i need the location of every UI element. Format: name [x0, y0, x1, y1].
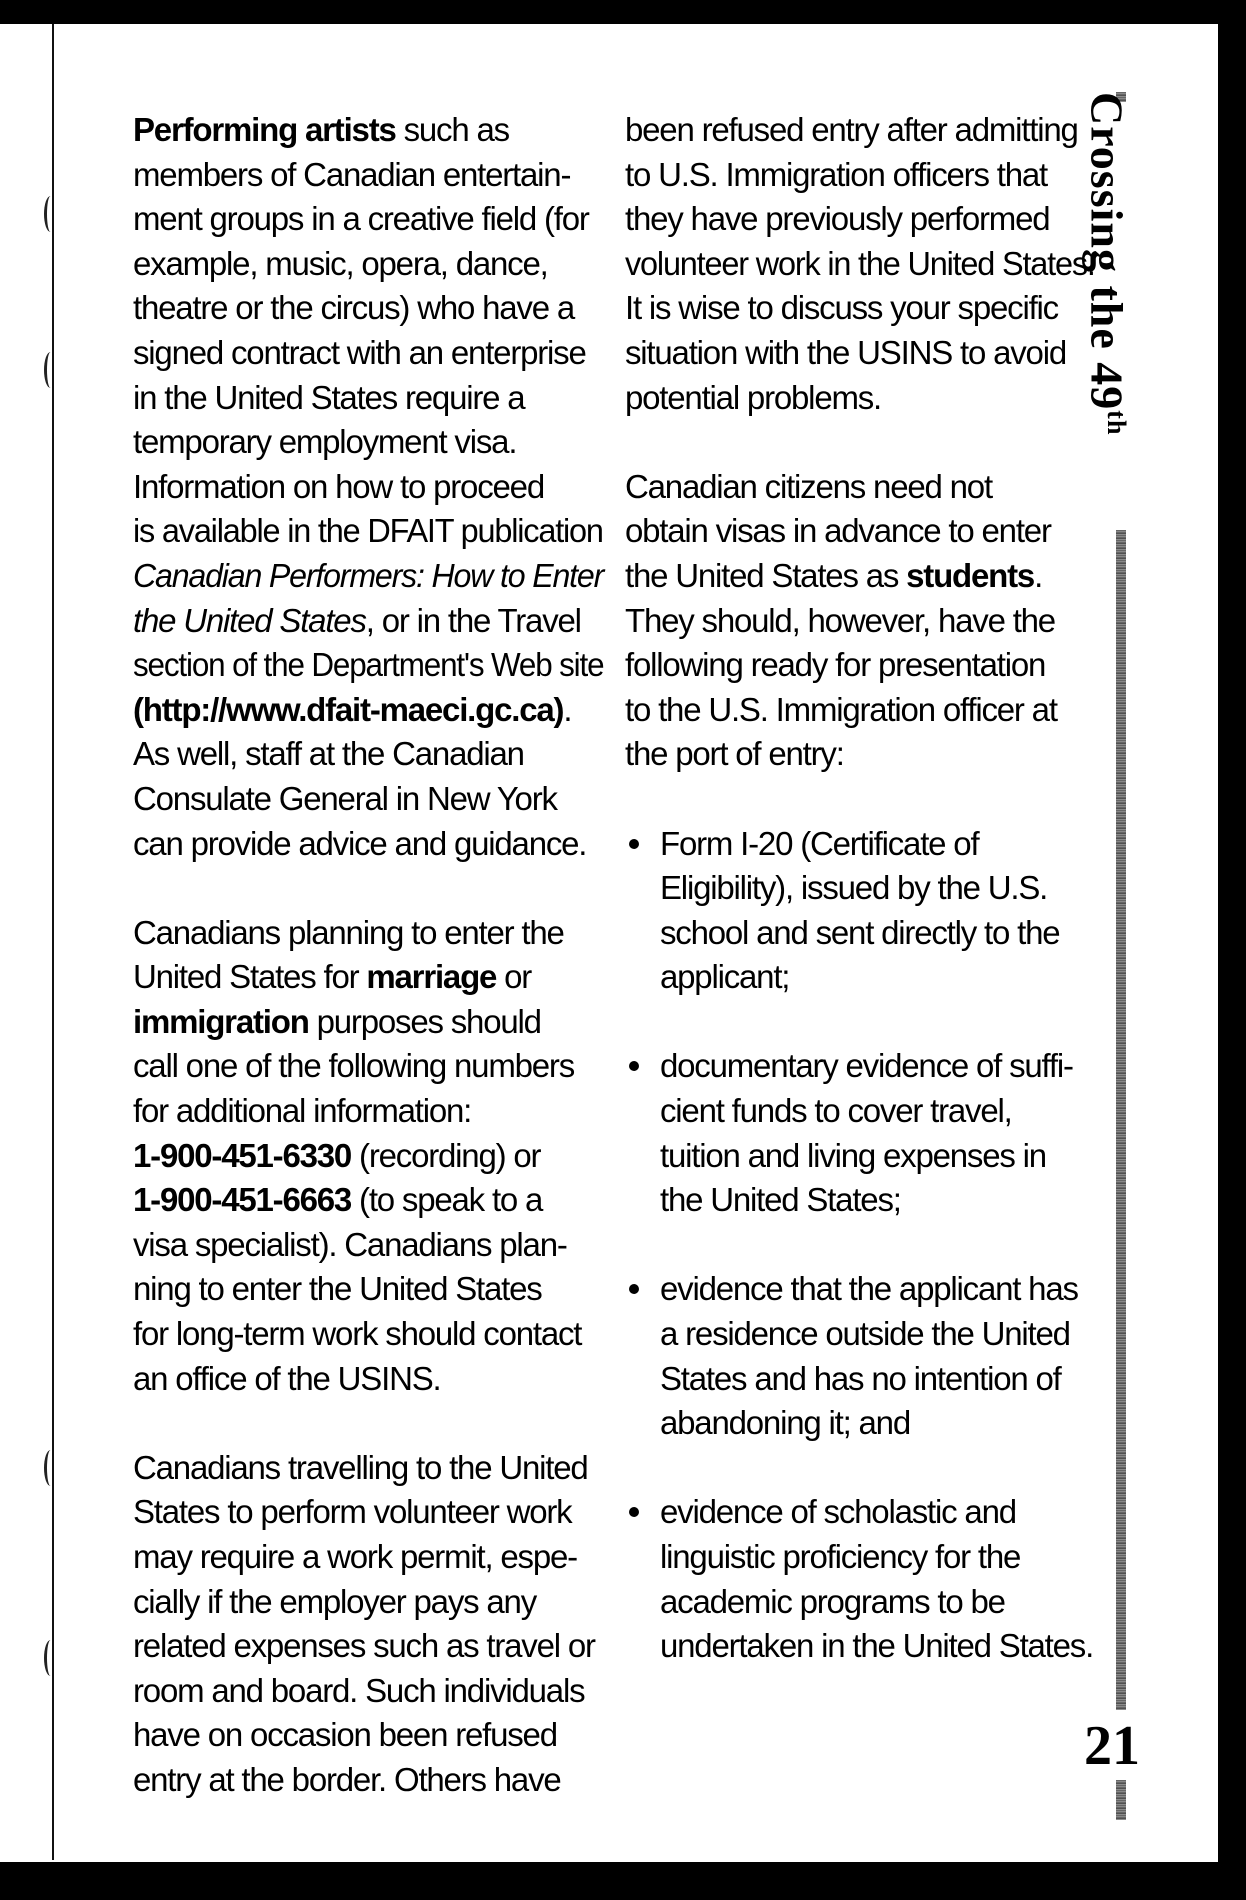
binding-hole-mark — [44, 1640, 57, 1676]
page-number: 21 — [1084, 1715, 1140, 1777]
phone-specialist: 1-900-451-6663 — [133, 1181, 352, 1219]
term-students: students — [906, 556, 1035, 594]
binding-hole-mark — [44, 1450, 57, 1486]
bullet-icon — [629, 1061, 639, 1071]
paragraph-volunteer-work-cont: been refused entry after admitting to U.S. Immigration officers that they have previously performed volunteer work in the United States. It is wise to discuss your specific situation with the USINS to avoid potential problems. — [625, 111, 1095, 416]
publication-title: Canadian Performers: How to Enter — [133, 556, 604, 594]
paragraph-students: Canadian citizens need not obtain visas in advance to enter the United States as students. They should, however, have the following ready for presentation to the U.S. Immigration officer at the port of entry: — [625, 467, 1057, 773]
bullet-icon — [629, 1507, 639, 1517]
side-rule-bottom — [1116, 1780, 1126, 1820]
publication-title-cont: the United States — [133, 601, 366, 639]
phone-recording: 1-900-451-6330 — [133, 1136, 352, 1174]
student-requirements-list — [625, 822, 1095, 1669]
scan-border-bottom — [0, 1862, 1246, 1900]
binding-edge-line — [52, 24, 54, 1860]
term-performing-artists: Performing artists — [133, 111, 396, 148]
right-column — [625, 108, 1095, 1713]
term-immigration: immigration — [133, 1002, 309, 1040]
scan-border-right — [1218, 0, 1246, 1900]
website-url: (http://www.dfait-maeci.gc.ca) — [133, 690, 564, 728]
list-item: evidence that the applicant has a residence outside the United States and has no intention of abandoning it; and — [625, 1267, 1095, 1445]
scan-border-top — [0, 0, 1246, 24]
paragraph-volunteer-work: Canadians travelling to the United States to perform volunteer work may require a work permit, espe- cially if the employer pays any related expenses such as travel or room and board. Such individuals have on occasion been refused entry at the border. Others have — [133, 1448, 595, 1798]
side-title-block — [1081, 92, 1146, 532]
bullet-icon — [629, 1284, 639, 1294]
binding-hole-mark — [44, 352, 57, 388]
list-item: Form I-20 (Certificate of Eligibility), issued by the U.S. school and sent directly to the applicant; — [625, 822, 1095, 1000]
list-item: documentary evidence of suffi- cient funds to cover travel, tuition and living expenses in the United States; — [625, 1044, 1095, 1222]
term-marriage: marriage — [366, 958, 497, 996]
paragraph-marriage-immigration: Canadians planning to enter the United States for marriage or immigration purposes should call one of the following numbers for additional information: 1-900-451-6330 (recording) or 1-900-451-6663 (to speak to a visa specialist). Canadians plan- ning to enter the United States for long-term work should contact an office of the USINS. — [133, 913, 582, 1397]
paragraph-performing-artists: Performing artists such as members of Canadian entertain- ment groups in a creative field (for example, music, opera, dance, theatre or the circus) who have a signed contract with an enterprise in the United States require a temporary employment visa. Information on how to proceed is available in the DFAIT publication Canadian Performers: How to Enter the United States, or in the Travel section of the Department's Web site (http://www.dfait-maeci.gc.ca). As well, staff at the Canadian Consulate General in New York can provide advice and guidance. — [133, 111, 604, 862]
list-item: evidence of scholastic and linguistic proficiency for the academic programs to be undertaken in the United States. — [625, 1490, 1095, 1668]
left-column — [133, 108, 603, 1847]
section-title: Crossing the 49th — [1081, 92, 1133, 436]
binding-hole-mark — [44, 196, 57, 232]
side-rule-vertical — [1116, 530, 1126, 1710]
bullet-icon — [629, 839, 639, 849]
